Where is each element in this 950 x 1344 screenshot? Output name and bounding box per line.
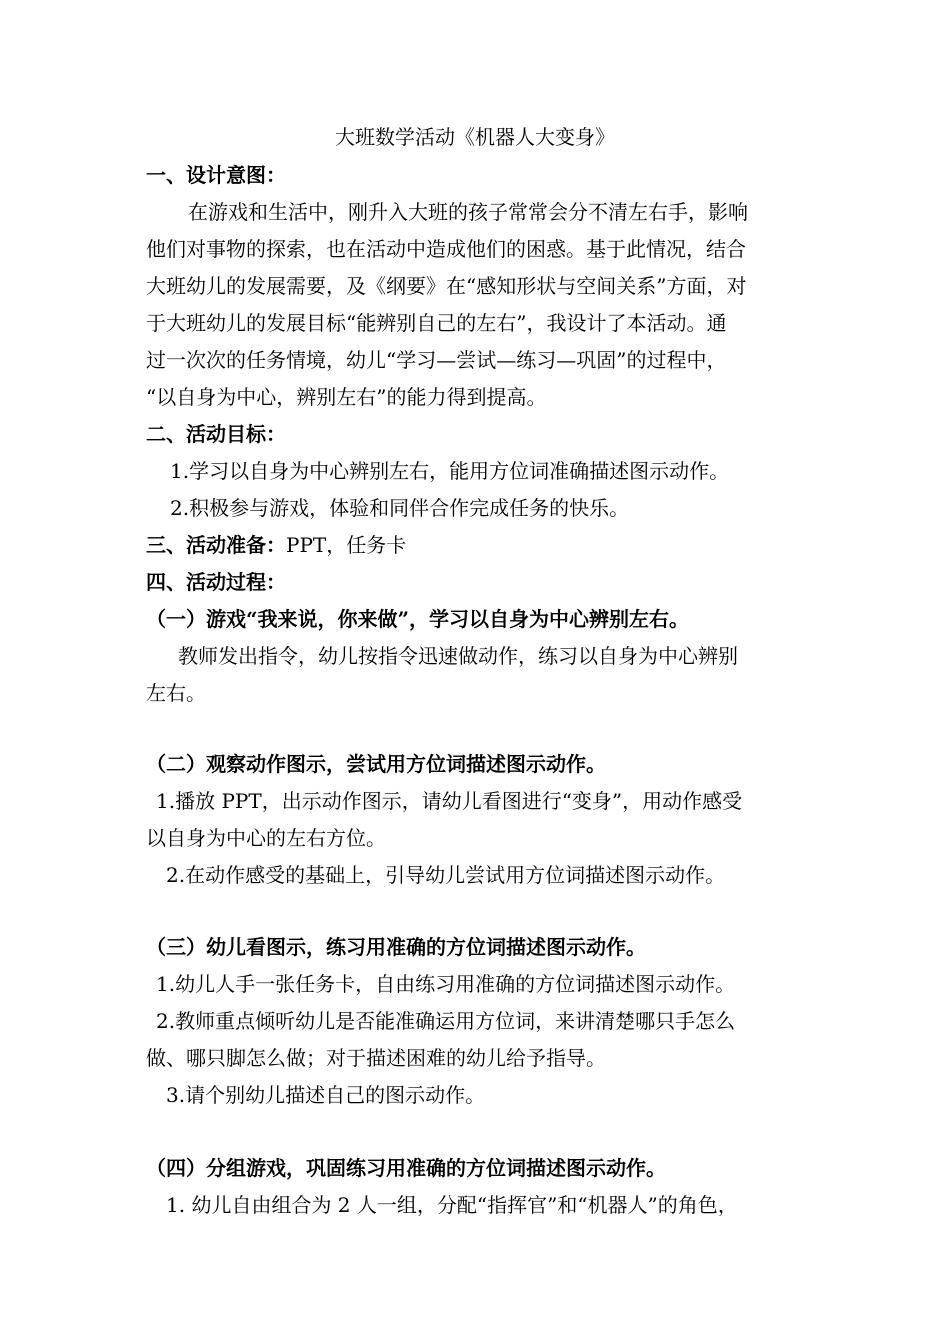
document-title: 大班数学活动《机器人大变身》 [335,125,615,149]
goal-item: 1.学习以自身为中心辨别左右，能用方位词准确描述图示动作。 [170,459,730,483]
paragraph-line: 以自身为中心的左右方位。 [146,826,386,850]
paragraph-line: 在游戏和生活中，刚升入大班的孩子常常会分不清左右手，影响 [188,200,748,224]
paragraph-line: 3.请个别幼儿描述自己的图示动作。 [166,1083,486,1107]
paragraph-line: “以自身为中心，辨别左右”的能力得到提高。 [146,385,547,409]
paragraph-line: 于大班幼儿的发展目标“能辨别自己的左右”，我设计了本活动。通 [146,311,727,335]
paragraph-line: 1. 幼儿自由组合为 2 人一组，分配“指挥官”和“机器人”的角色， [166,1193,738,1217]
paragraph-line: 做、哪只脚怎么做；对于描述困难的幼儿给予指导。 [146,1046,606,1070]
step-4-heading: （四）分组游戏，巩固练习用准确的方位词描述图示动作。 [146,1156,666,1180]
prep-materials: PPT，任务卡 [286,533,407,557]
paragraph-line: 教师发出指令，幼儿按指令迅速做动作，练习以自身为中心辨别 [178,644,738,668]
paragraph-line: 过一次次的任务情境，幼儿“学习—尝试—练习—巩固”的过程中， [146,348,727,372]
heading-design-intent: 一、设计意图： [146,163,286,187]
paragraph-line: 大班幼儿的发展需要，及《纲要》在“感知形状与空间关系”方面，对 [146,274,747,298]
heading-activity-goals: 二、活动目标： [146,422,286,446]
paragraph-line: 他们对事物的探索，也在活动中造成他们的困惑。基于此情况，结合 [146,237,746,261]
step-3-heading: （三）幼儿看图示，练习用准确的方位词描述图示动作。 [146,935,646,959]
heading-activity-prep: 三、活动准备： [146,533,286,557]
step-2-heading: （二）观察动作图示，尝试用方位词描述图示动作。 [146,752,606,776]
heading-activity-process: 四、活动过程： [146,570,286,594]
goal-item: 2.积极参与游戏，体验和同伴合作完成任务的快乐。 [170,496,630,520]
paragraph-line: 左右。 [146,681,206,705]
paragraph-line: 2.在动作感受的基础上，引导幼儿尝试用方位词描述图示动作。 [166,863,726,887]
paragraph-line: 1.播放 PPT，出示动作图示，请幼儿看图进行“变身”，用动作感受 [156,789,743,813]
step-1-heading: （一）游戏“我来说，你来做”，学习以自身为中心辨别左右。 [146,607,690,631]
paragraph-line: 2.教师重点倾听幼儿是否能准确运用方位词，来讲清楚哪只手怎么 [156,1009,736,1033]
paragraph-line: 1.幼儿人手一张任务卡，自由练习用准确的方位词描述图示动作。 [156,972,736,996]
preparation-line [146,533,406,557]
